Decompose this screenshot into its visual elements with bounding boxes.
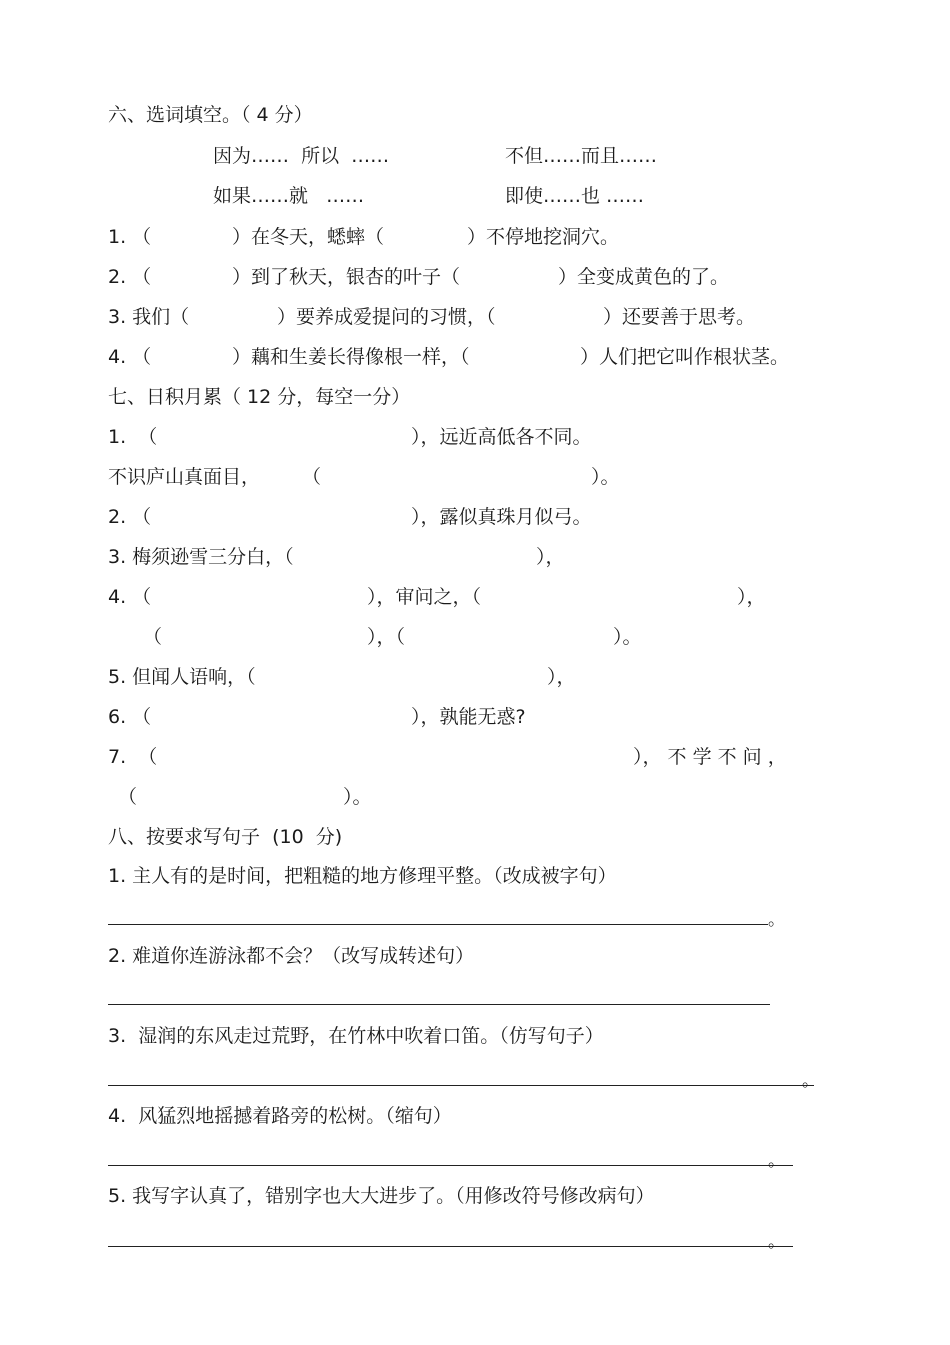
section6-heading: 六、选词填空。（ 4 分） (108, 104, 313, 126)
s7-q1b-end: ）。 (591, 466, 620, 488)
s6-q4-mid: ）藕和生姜长得像根一样，（ (232, 346, 470, 368)
s8-q5: 5. 我写字认真了，错别字也大大进步了。（用修改符号修改病句） (108, 1185, 655, 1207)
s7-q7-end: ）， 不 学 不 问 ， (633, 746, 787, 768)
s8-q2: 2. 难道你连游泳都不会？（改写成转述句） (108, 945, 475, 967)
option-2: 不但……而且…… (505, 145, 658, 167)
s7-q5-start: 5. 但闻人语响，（ (108, 666, 256, 688)
s7-q5-end: ）， (547, 666, 576, 688)
s8-q1: 1. 主人有的是时间，把粗糙的地方修理平整。（改成被字句） (108, 865, 617, 887)
s7-q6-num: 6. （ (108, 706, 152, 728)
answer-line-2[interactable] (108, 1004, 770, 1005)
option-4: 即使……也 …… (505, 185, 645, 207)
answer-line-3-period: 。 (802, 1071, 819, 1091)
s7-q6-end: ），孰能无惑? (411, 706, 526, 728)
s7-q1b-text: 不识庐山真面目， (108, 466, 261, 488)
answer-line-4[interactable] (108, 1165, 793, 1166)
s6-q1-num: 1. （ (108, 226, 152, 248)
s6-q4-end: ）人们把它叫作根状茎。 (580, 346, 790, 368)
s8-q3: 3. 湿润的东风走过荒野，在竹林中吹着口笛。（仿写句子） (108, 1025, 604, 1047)
s7-q1-num: 1. （ (108, 426, 158, 448)
s7-q3-end: ）， (536, 546, 565, 568)
option-3: 如果……就 …… (213, 185, 365, 207)
s7-q1b-open: （ (302, 466, 322, 488)
s6-q4-num: 4. （ (108, 346, 152, 368)
s7-q7b-open: （ (118, 786, 138, 808)
s6-q3-end: ）还要善于思考。 (603, 306, 756, 328)
s7-q4-mid: ），审问之，（ (367, 586, 482, 608)
s6-q3-mid: ）要养成爱提问的习惯，（ (277, 306, 496, 328)
answer-line-5-period: 。 (768, 1232, 785, 1252)
s6-q2-mid: ）到了秋天，银杏的叶子（ (232, 266, 461, 288)
s7-q4b-mid: ），（ (367, 626, 406, 648)
s6-q2-end: ）全变成黄色的了。 (558, 266, 730, 288)
answer-line-1-period: 。 (768, 910, 785, 930)
s6-q2-num: 2. （ (108, 266, 152, 288)
s7-q1-end: ），远近高低各不同。 (411, 426, 592, 448)
s6-q1-mid: ）在冬天，蟋蟀（ (232, 226, 385, 248)
s7-q4-num: 4. （ (108, 586, 152, 608)
answer-line-1[interactable] (108, 924, 768, 925)
s7-q2-end: ），露似真珠月似弓。 (411, 506, 592, 528)
s7-q4b-end: ）。 (613, 626, 642, 648)
answer-line-3[interactable] (108, 1085, 814, 1086)
s6-q3-num: 3. 我们（ (108, 306, 190, 328)
s7-q4b-open: （ (143, 626, 163, 648)
answer-line-4-period: 。 (768, 1151, 785, 1171)
s7-q3-start: 3. 梅须逊雪三分白，（ (108, 546, 294, 568)
s7-q7-num: 7. （ (108, 746, 158, 768)
s8-q4: 4. 风猛烈地摇撼着路旁的松树。（缩句） (108, 1105, 452, 1127)
section7-heading: 七、日积月累（ 12 分，每空一分） (108, 386, 411, 408)
s7-q7b-end: ）。 (343, 786, 372, 808)
answer-line-5[interactable] (108, 1246, 793, 1247)
option-1: 因为…… 所以 …… (213, 145, 390, 167)
s7-q4-end: ）， (737, 586, 766, 608)
section8-heading: 八、按要求写句子 (10 分) (108, 826, 343, 848)
s7-q2-num: 2. （ (108, 506, 152, 528)
s6-q1-end: ）不停地挖洞穴。 (467, 226, 620, 248)
